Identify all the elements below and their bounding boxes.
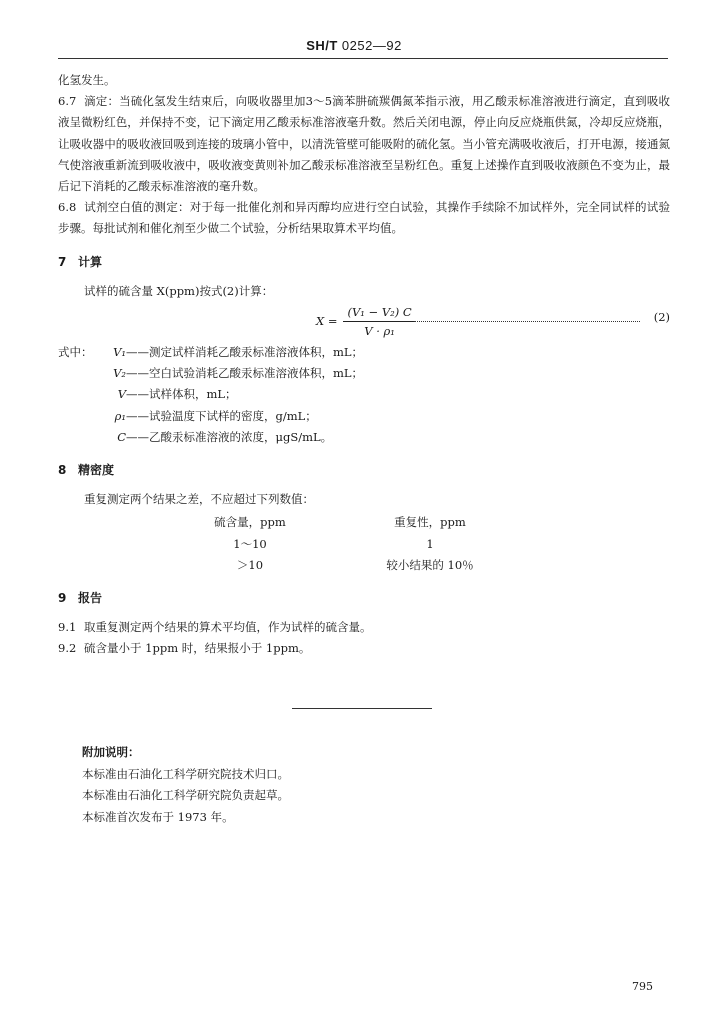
notes-title: 附加说明： (82, 745, 140, 759)
section-title-text: 计算 (78, 254, 103, 269)
clause-9-1 (58, 617, 670, 638)
section-7-title (58, 252, 670, 273)
formula-numerator: (V₁ − V₂) C (343, 304, 415, 322)
formula-lhs: X = (316, 313, 338, 328)
section-title-text: 精密度 (78, 463, 115, 478)
formula-expression (316, 304, 416, 339)
variable-symbol: C (117, 429, 126, 444)
variable-description: ——试验温度下试样的密度，g/mL； (126, 408, 317, 423)
page-number: 795 (632, 980, 653, 993)
table-header-row (170, 512, 670, 533)
clause-number: 6.7 (58, 94, 77, 109)
variable-definitions (58, 342, 670, 448)
variable-description: ——测定试样消耗乙酸汞标准溶液体积，mL； (126, 345, 364, 360)
table-row (170, 555, 670, 576)
clause-9-2 (58, 638, 670, 659)
clause-number: 6.8 (58, 200, 77, 215)
variable-row (58, 342, 670, 363)
variable-row (58, 384, 670, 405)
section-number: 9 (58, 591, 67, 606)
standard-code-number: 0252—92 (337, 38, 402, 53)
precision-table (170, 512, 670, 576)
clause-6-7 (58, 91, 670, 197)
table-cell: ＞10 (236, 557, 264, 572)
table-row (170, 534, 670, 555)
notes-line: 本标准首次发布于 1973 年。 (82, 809, 234, 824)
variable-row (58, 427, 670, 448)
formula-denominator: V · ρ₁ (364, 324, 395, 339)
where-label: 式中： (58, 345, 93, 360)
section-9-title (58, 588, 670, 609)
variable-row (58, 363, 670, 384)
section-number: 7 (58, 254, 67, 269)
variable-symbol: V₂ (113, 366, 126, 381)
table-header-cell: 重复性，ppm (394, 515, 466, 530)
notes-line: 本标准由石油化工科学研究院技术归口。 (82, 766, 289, 781)
header-rule (58, 58, 668, 59)
table-cell: 1～10 (233, 536, 267, 551)
end-rule (292, 708, 432, 709)
formula-fraction (343, 304, 415, 339)
variable-symbol: V (117, 387, 126, 402)
section-number: 8 (58, 463, 67, 478)
table-cell: 较小结果的 10％ (386, 557, 474, 572)
clause-text: 取重复测定两个结果的算术平均值，作为试样的硫含量。 (84, 620, 372, 635)
formula-2 (58, 304, 670, 342)
clause-text: 硫含量小于 1ppm 时，结果报小于 1ppm。 (84, 641, 311, 656)
additional-notes (82, 742, 289, 828)
variable-description: ——乙酸汞标准溶液的浓度，μgS/mL。 (126, 429, 333, 444)
standard-code-prefix: SH/T (306, 38, 338, 53)
section-8-title (58, 460, 670, 481)
table-header-cell: 硫含量，ppm (214, 515, 286, 530)
precision-intro: 重复测定两个结果之差，不应超过下列数值： (84, 492, 314, 507)
clause-number: 9.1 (58, 620, 77, 635)
variable-symbol: V₁ (113, 345, 126, 360)
notes-line: 本标准由石油化工科学研究院负责起草。 (82, 788, 289, 802)
document-body (58, 70, 670, 660)
clause-text: 滴定：当硫化氢发生结束后，向吸收器里加3～5滴苯肼硫羰偶氮苯指示液，用乙酸汞标准溶液进行滴定，直到吸收液呈微粉红色，并保持不变，记下滴定用乙酸汞标准溶液毫升数。然后关闭电源，停止向反应烧瓶供氮，冷却反应烧瓶，让吸收器中的吸收液回吸到连接的玻璃小管中，以清洗管壁可能吸附的硫化氢。当小管充满吸收液后，打开电源，接通氮气使溶液重新流到吸收液中，吸收液变黄则补加乙酸汞标准溶液至呈粉红色。重复上述操作直到吸收液颜色不变为止，最后记下消耗的乙酸汞标准溶液的毫升数。 (58, 94, 670, 194)
variable-description: ——空白试验消耗乙酸汞标准溶液体积，mL； (126, 366, 364, 381)
standard-code-header (0, 38, 708, 53)
clause-6-8 (58, 197, 670, 239)
variable-description: ——试样体积，mL； (126, 387, 237, 402)
clause-text: 试剂空白值的测定：对于每一批催化剂和异丙醇均应进行空白试验，其操作手续除不加试样外，完全同试样的试验步骤。每批试剂和催化剂至少做二个试验，分析结果取算术平均值。 (58, 200, 670, 236)
dot-leader (414, 313, 640, 322)
intro-line: 化氢发生。 (58, 73, 116, 87)
equation-number: (2) (653, 310, 670, 325)
table-cell: 1 (426, 536, 434, 551)
variable-row (58, 406, 670, 427)
section-title-text: 报告 (78, 591, 103, 606)
clause-number: 9.2 (58, 641, 77, 656)
variable-symbol: ρ₁ (114, 408, 126, 423)
formula-intro: 试样的硫含量 X(ppm)按式(2)计算： (84, 283, 274, 298)
